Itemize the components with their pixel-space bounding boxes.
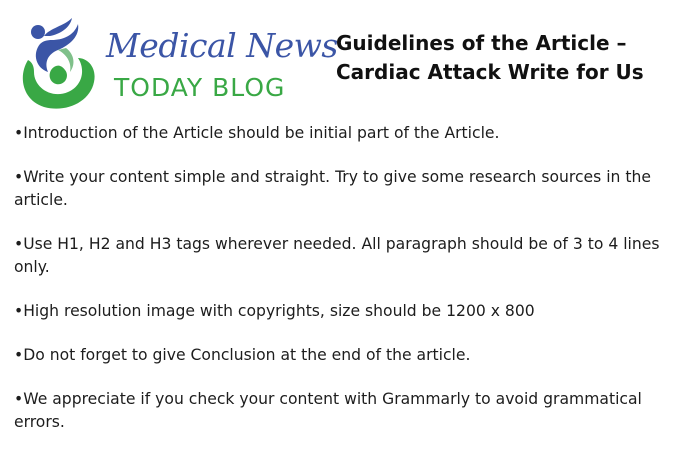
header [0,0,700,118]
page-title [336,29,692,87]
logo-text-medical-news: Medical News [106,26,338,65]
guideline-item: •Do not forget to give Conclusion at the end of the article. [14,346,471,364]
guideline-item: •Write your content simple and straight. Try to give some research sources in the article. [14,168,651,209]
site-logo[interactable] [14,14,338,112]
page-title-line-1: Guidelines of the Article – [336,31,627,55]
guideline-item: •Use H1, H2 and H3 tags wherever needed. All paragraph should be of 3 to 4 lines only. [14,235,660,276]
guideline-item: •High resolution image with copyrights, size should be 1200 x 800 [14,302,535,320]
guideline-item: •We appreciate if you check your content with Grammarly to avoid grammatical errors. [14,390,642,431]
logo-text-today-blog: TODAY BLOG [114,73,286,102]
guideline-item: •Introduction of the Article should be initial part of the Article. [14,124,500,142]
page-title-line-2: Cardiac Attack Write for Us [336,60,644,84]
guidelines-list [14,122,694,455]
human-figure-logo-icon [14,14,106,112]
